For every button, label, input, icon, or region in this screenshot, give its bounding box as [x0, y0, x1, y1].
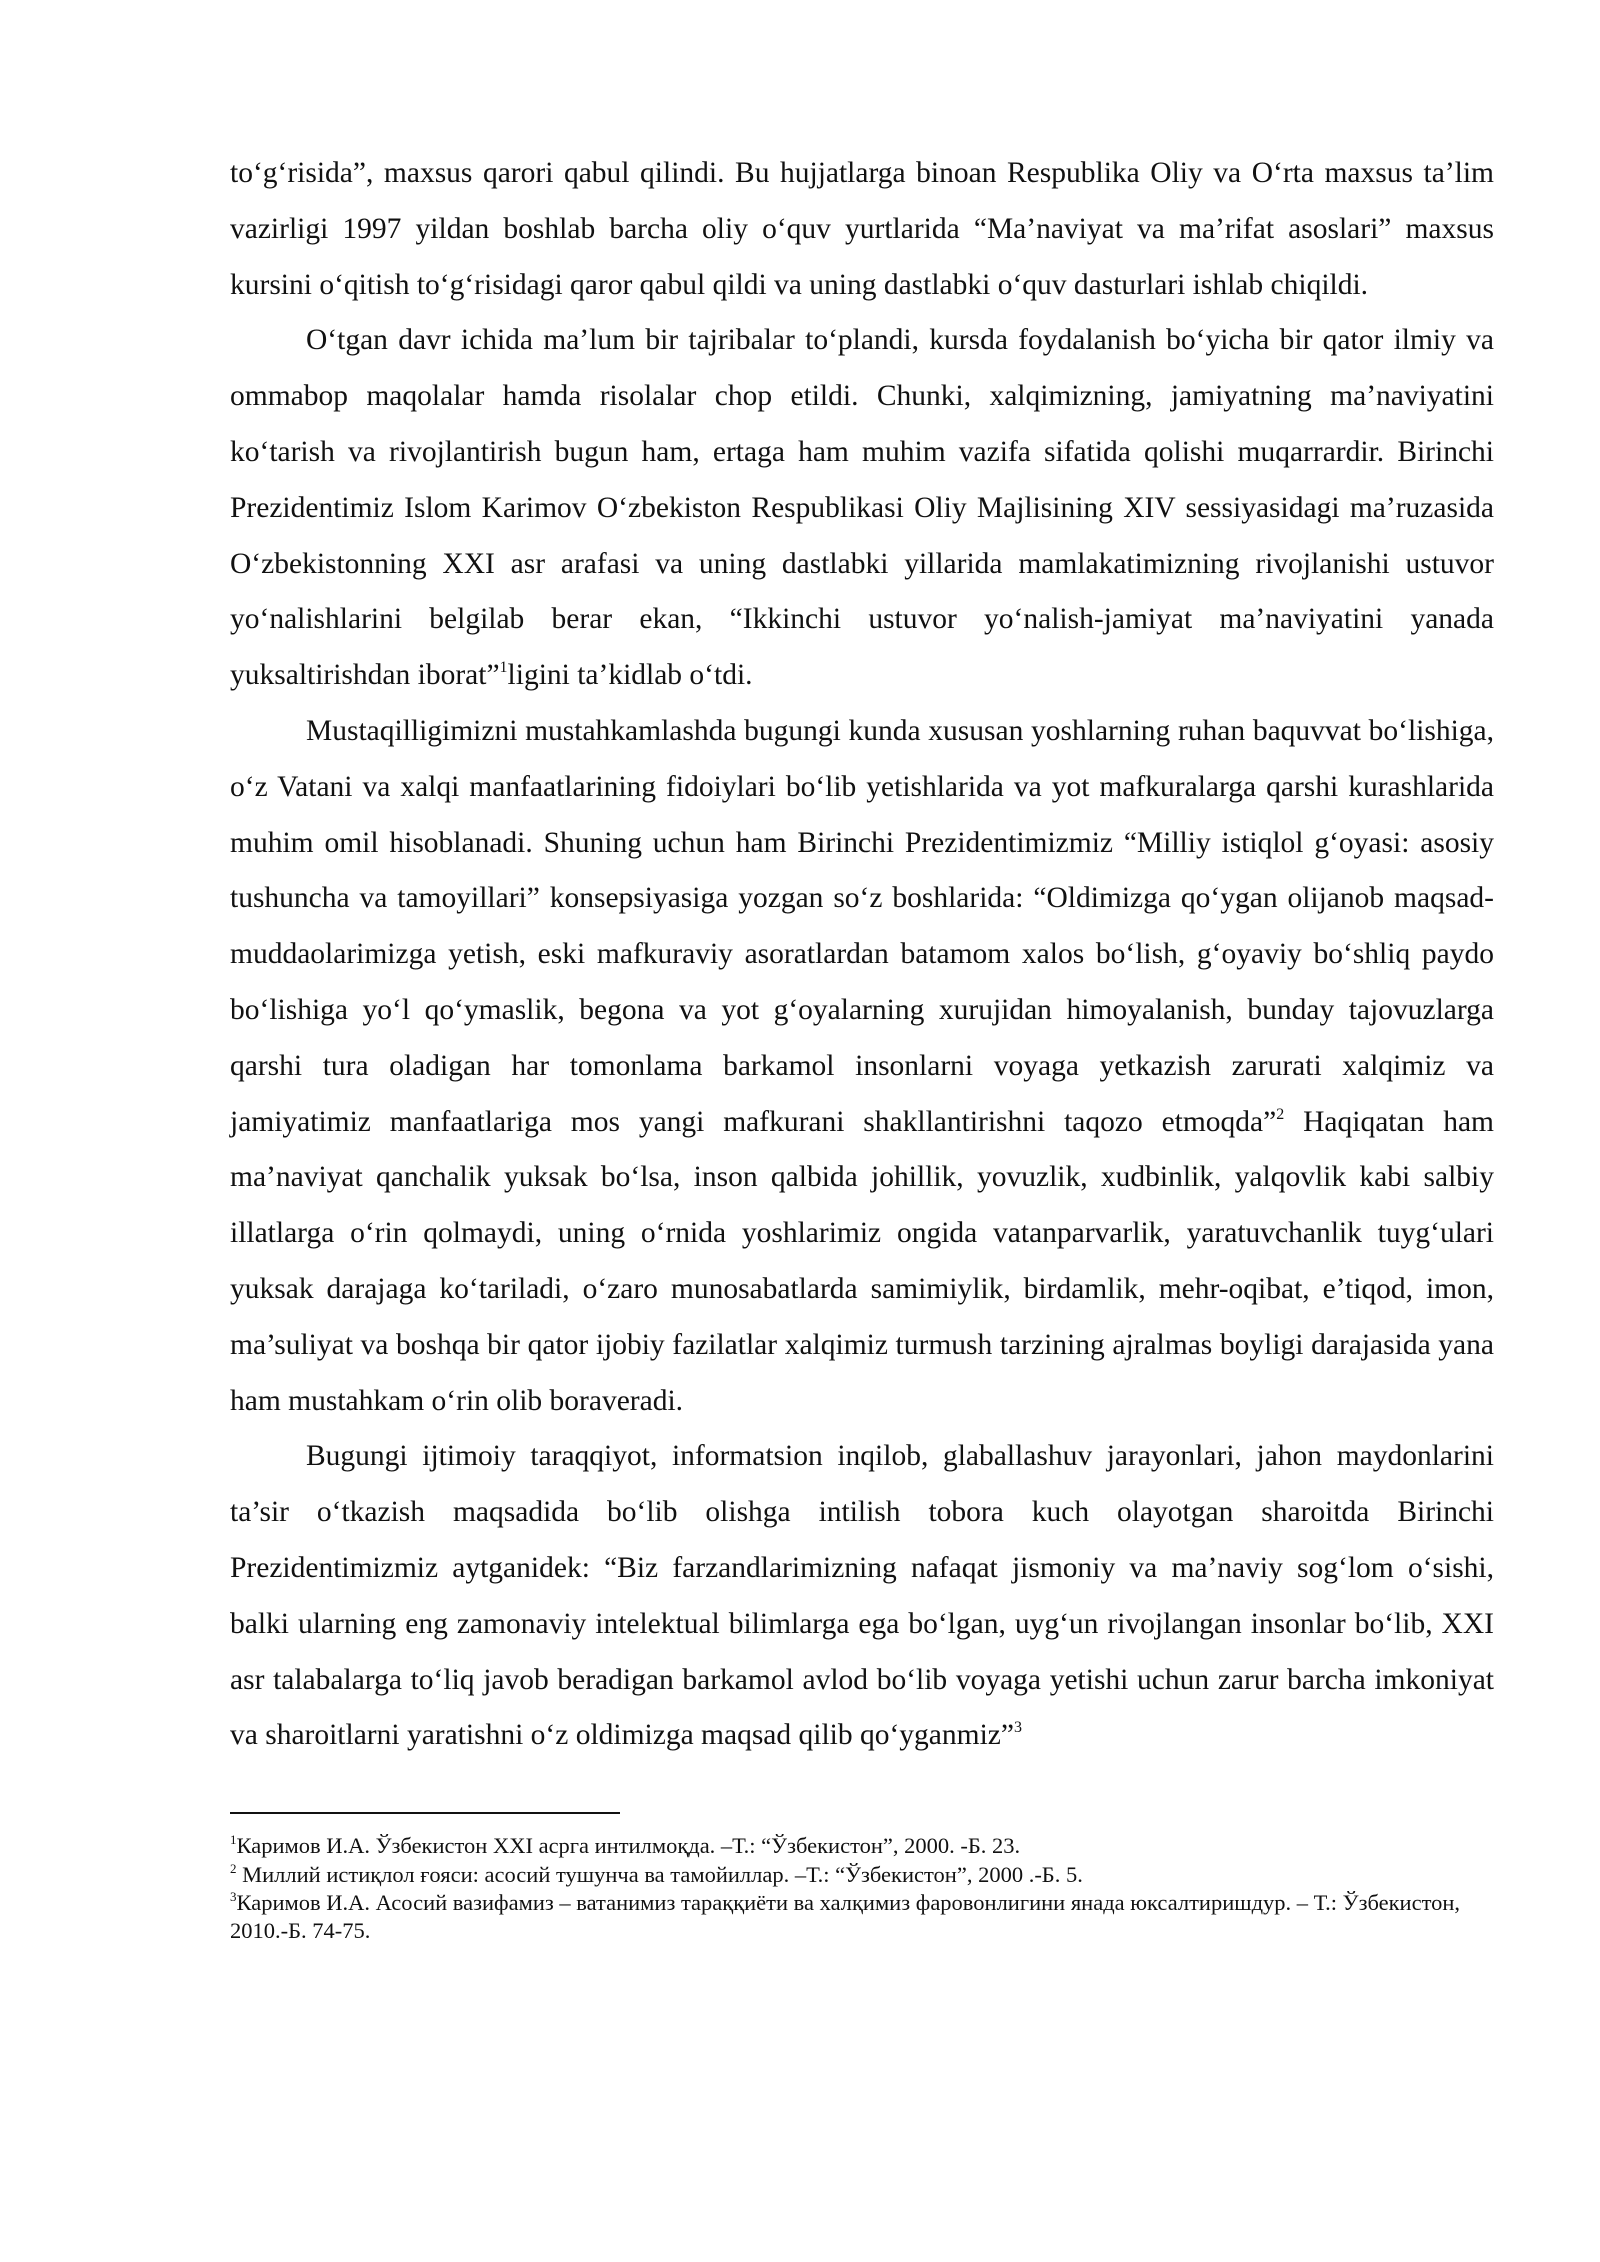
- footnote-2: [230, 1861, 1494, 1889]
- footnote-ref-3: 3: [1013, 1719, 1022, 1737]
- paragraph-4: [230, 1429, 1494, 1764]
- footnote-ref-2: 2: [1276, 1105, 1285, 1123]
- paragraph-1-text: to‘g‘risida”, maxsus qarori qabul qilindi. Bu hujjatlarga binoan Respublika Oliy va O‘rta maxsus ta’lim vazirligi 1997 yildan boshlab barcha oliy o‘quv yurtlarida “Ma’naviyat va ma’rifat asoslari” maxsus kursini o‘qitish to‘g‘risidagi qaror qabul qildi va uning dastlabki o‘quv dasturlari ishlab chiqildi.: [230, 157, 1494, 301]
- footnote-ref-1: 1: [499, 659, 508, 677]
- paragraph-3: [230, 704, 1494, 1429]
- footnote-mark-3: 3: [230, 1888, 237, 1904]
- footnote-2-text: Миллий истиқлол ғояси: асосий тушунча ва тамойиллар. –Т.: “Ўзбекистон”, 2000 .-Б. 5.: [236, 1861, 1083, 1887]
- paragraph-2: [230, 313, 1494, 704]
- footnotes: [230, 1832, 1494, 1946]
- footnote-separator: [230, 1812, 620, 1814]
- footnote-mark-1: 1: [230, 1832, 237, 1848]
- footnote-mark-2: 2: [230, 1860, 237, 1876]
- paragraph-1: [230, 146, 1494, 313]
- document-page: [230, 146, 1494, 1946]
- footnote-1-text: Каримов И.А. Ўзбекистон XXI асрга интилмоқда. –Т.: “Ўзбекистон”, 2000. -Б. 23.: [236, 1833, 1021, 1859]
- paragraph-2-text-after: ligini ta’kidlab o‘tdi.: [507, 659, 753, 692]
- footnote-1: [230, 1832, 1494, 1860]
- paragraph-3-text-after: Haqiqatan ham ma’naviyat qanchalik yuksak bo‘lsa, inson qalbida johillik, yovuzlik, xudbinlik, yalqovlik kabi salbiy illatlarga o‘rin qolmaydi, uning o‘rnida yoshlarimiz ongida vatanparvarlik, yaratuvchanlik tuyg‘ulari yuksak darajaga ko‘tariladi, o‘zaro munosabatlarda samimiylik, birdamlik, mehr-oqibat, e’tiqod, imon, ma’suliyat va boshqa bir qator ijobiy fazilatlar xalqimiz turmush tarzining ajralmas boyligi darajasida yana ham mustahkam o‘rin olib boraveradi.: [230, 1105, 1494, 1417]
- paragraph-2-text: O‘tgan davr ichida ma’lum bir tajribalar to‘plandi, kursda foydalanish bo‘yicha bir qator ilmiy va ommabop maqolalar hamda risolalar chop etildi. Chunki, xalqimizning, jamiyatning ma’naviyatini ko‘tarish va rivojlantirish bugun ham, ertaga ham muhim vazifa sifatida qolishi muqarrardir. Birinchi Prezidentimiz Islom Karimov O‘zbekiston Respublikasi Oliy Majlisining XIV sessiyasidagi ma’ruzasida O‘zbekistonning XXI asr arafasi va uning dastlabki yillarida mamlakatimizning rivojlanishi ustuvor yo‘nalishlarini belgilab berar ekan, “Ikkinchi ustuvor yo‘nalish-jamiyat ma’naviyatini yanada yuksaltirishdan iborat”: [230, 324, 1494, 692]
- footnote-3-text: Каримов И.А. Асосий вазифамиз – ватанимиз тараққиёти ва халқимиз фаровонлигини янада юксалтиришдур. – Т.: Ўзбекистон, 2010.-Б. 74-75.: [230, 1889, 1461, 1944]
- body-text: [230, 146, 1494, 1764]
- paragraph-4-text: Bugungi ijtimoiy taraqqiyot, informatsion inqilob, glaballashuv jarayonlari, jahon maydonlarini ta’sir o‘tkazish maqsadida bo‘lib olishga intilish tobora kuch olayotgan sharoitda Birinchi Prezidentimizmiz aytganidek: “Biz farzandlarimizning nafaqat jismoniy va ma’naviy sog‘lom o‘sishi, balki ularning eng zamonaviy intelektual bilimlarga ega bo‘lgan, uyg‘un rivojlangan insonlar bo‘lib, XXI asr talabalarga to‘liq javob beradigan barkamol avlod bo‘lib voyaga yetishi uchun zarur barcha imkoniyat va sharoitlarni yaratishni o‘z oldimizga maqsad qilib qo‘yganmiz”: [230, 1440, 1494, 1752]
- footnote-3: [230, 1889, 1494, 1946]
- paragraph-3-text: Mustaqilligimizni mustahkamlashda bugungi kunda xususan yoshlarning ruhan baquvvat bo‘lishiga, o‘z Vatani va xalqi manfaatlarining fidoiylari bo‘lib yetishlarida va yot mafkuralarga qarshi kurashlarida muhim omil hisoblanadi. Shuning uchun ham Birinchi Prezidentimizmiz “Milliy istiqlol g‘oyasi: asosiy tushuncha va tamoyillari” konsepsiyasiga yozgan so‘z boshlarida: “Oldimizga qo‘ygan olijanob maqsad-muddaolarimizga yetish, eski mafkuraviy asoratlardan batamom xalos bo‘lish, g‘oyaviy bo‘shliq paydo bo‘lishiga yo‘l qo‘ymaslik, begona va yot g‘oyalarning xurujidan himoyalanish, bunday tajovuzlarga qarshi tura oladigan har tomonlama barkamol insonlarni voyaga yetkazish zarurati xalqimiz va jamiyatimiz manfaatlariga mos yangi mafkurani shakllantirishni taqozo etmoqda”: [230, 714, 1494, 1138]
